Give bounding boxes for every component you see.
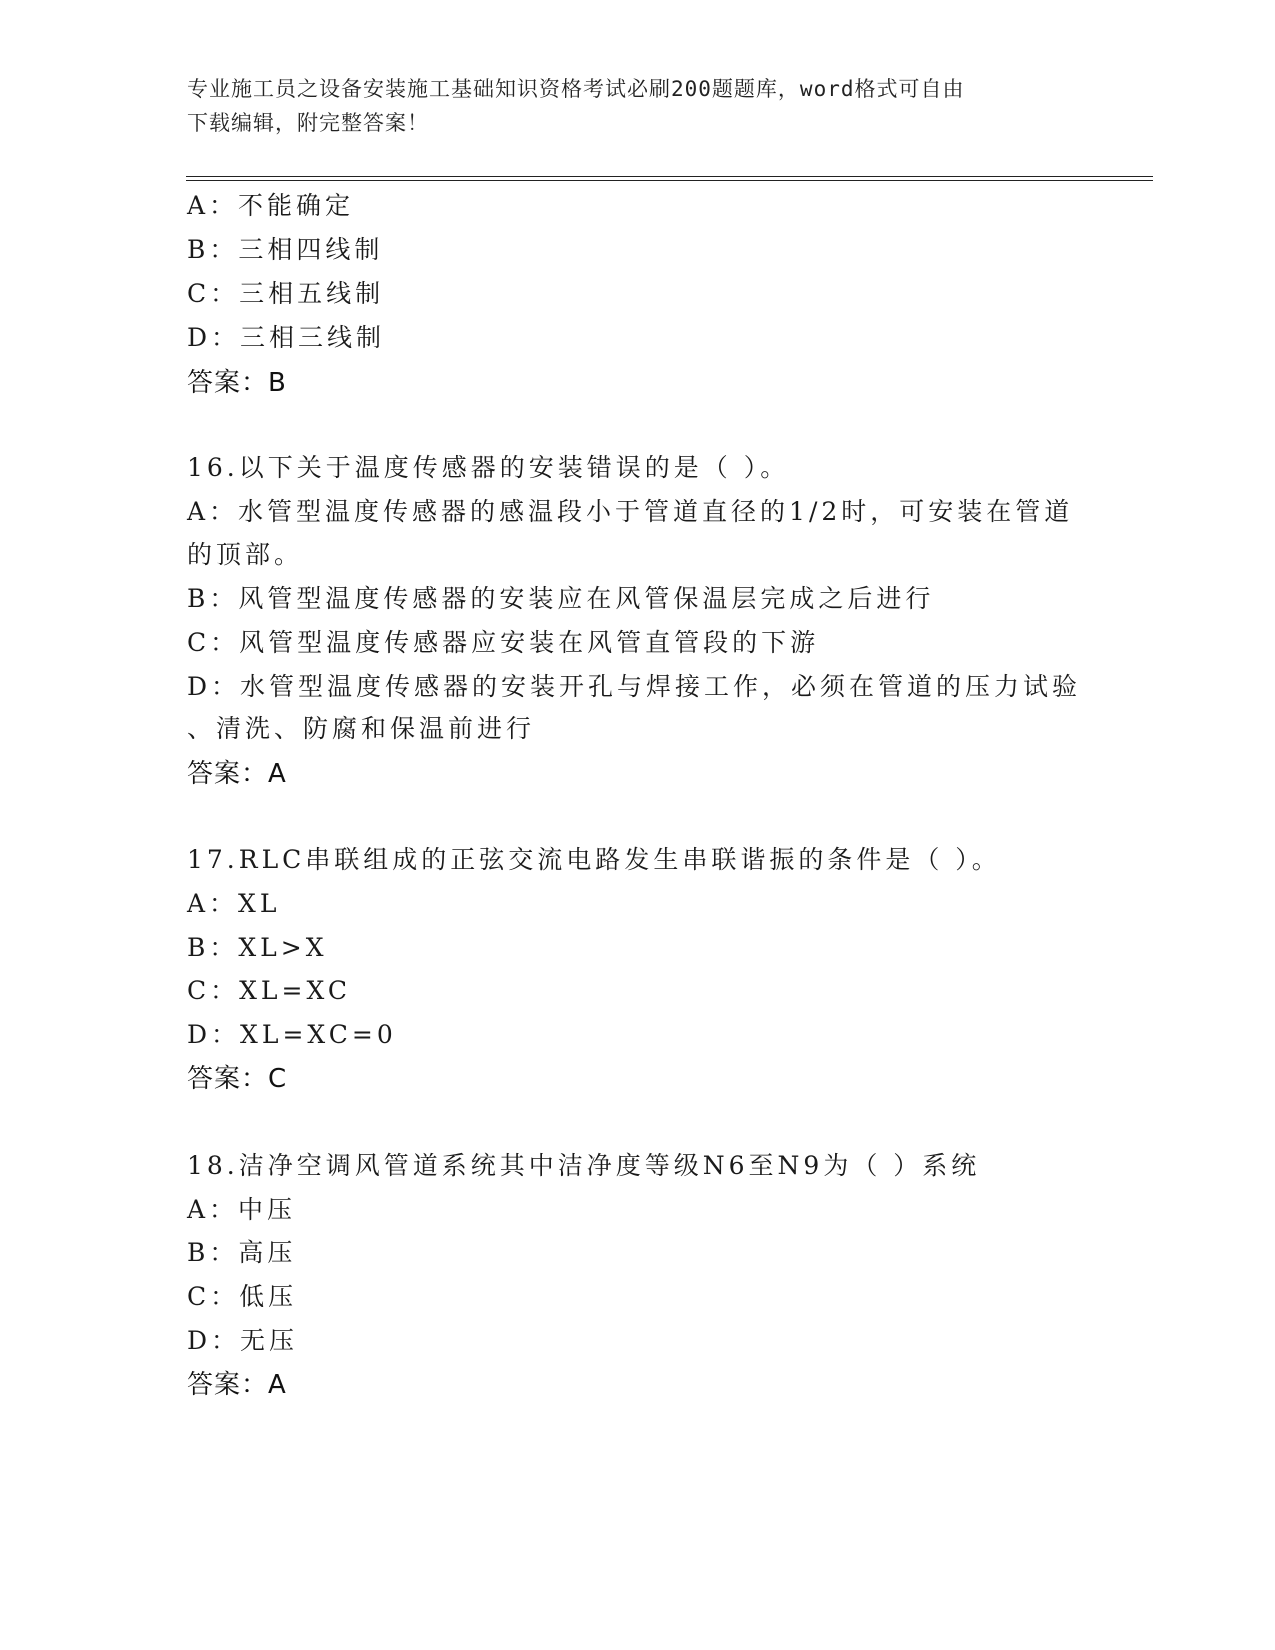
q16-option-d-line-1: D：水管型温度传感器的安装开孔与焊接工作，必须在管道的压力试验 [187, 672, 1082, 701]
q18-option-d: D：无压 [187, 1326, 299, 1355]
q16-option-a-line-1: A：水管型温度传感器的感温段小于管道直径的1/2时，可安装在管道 [187, 497, 1074, 526]
q16-option-b: B：风管型温度传感器的安装应在风管保温层完成之后进行 [187, 584, 935, 613]
q15-option-d: D：三相三线制 [187, 323, 386, 352]
document-header [187, 72, 1087, 140]
q17-question: 17.RLC串联组成的正弦交流电路发生串联谐振的条件是（ ）。 [187, 845, 1001, 874]
q15-answer: 答案：B [187, 368, 287, 398]
q16-option-c: C：风管型温度传感器应安装在风管直管段的下游 [187, 628, 820, 657]
q16-option-a-line-2: 的顶部。 [187, 540, 304, 569]
q17-option-a: A：XL [187, 889, 281, 918]
header-line-1: 专业施工员之设备安装施工基础知识资格考试必刷200题题库，word格式可自由 [187, 77, 965, 101]
q17-option-b: B：XL>X [187, 933, 328, 962]
q18-option-a: A：中压 [187, 1195, 297, 1224]
q17-answer: 答案：C [187, 1064, 288, 1094]
q16-option-d-line-2: 、清洗、防腐和保温前进行 [187, 714, 536, 743]
q15-option-c: C：三相五线制 [187, 279, 385, 308]
q17-option-d: D：XL=XC=0 [187, 1020, 397, 1049]
q15-option-a: A：不能确定 [187, 191, 355, 220]
q16-question: 16.以下关于温度传感器的安装错误的是（ ）。 [187, 453, 790, 482]
q15-option-b: B：三相四线制 [187, 235, 384, 264]
header-line-2: 下载编辑，附完整答案！ [187, 111, 429, 135]
q18-option-c: C：低压 [187, 1282, 298, 1311]
q18-question: 18.洁净空调风管道系统其中洁净度等级N6至N9为（ ）系统 [187, 1151, 981, 1180]
header-divider [186, 176, 1153, 181]
q17-option-c: C：XL=XC [187, 976, 351, 1005]
q18-option-b: B：高压 [187, 1238, 297, 1267]
q18-answer: 答案：A [187, 1370, 287, 1400]
q16-answer: 答案：A [187, 759, 287, 789]
